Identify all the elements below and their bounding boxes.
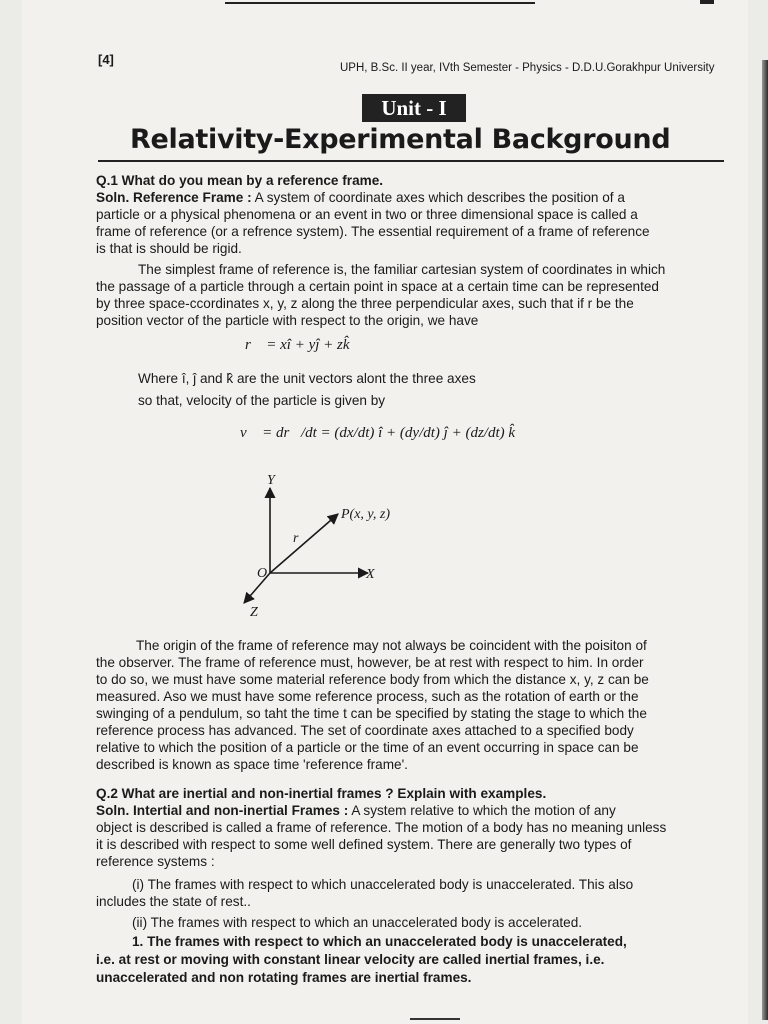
para3-line: measured. Aso we must have some reference process, such as the rotation of earth or the	[96, 689, 639, 704]
q1-line: is that is should be rigid.	[96, 241, 242, 256]
title-rule	[98, 160, 724, 162]
origin-label: O	[257, 566, 268, 581]
q2-item1-line: (i) The frames with respect to which unaccelerated body is unaccelerated. This also	[132, 877, 634, 892]
page-edge-shadow	[762, 60, 768, 1020]
running-head: UPH, B.Sc. II year, IVth Semester - Physics - D.D.U.Gorakhpur University	[340, 62, 715, 74]
q2-line: object is described is called a frame of reference. The motion of a body has no meaning unless	[96, 820, 667, 835]
chapter-title: Relativity-Experimental Background	[130, 124, 671, 155]
q2-bold-line: unaccelerated and non rotating frames are inertial frames.	[96, 970, 472, 985]
q1-para2-line: position vector of the particle with respect to the origin, we have	[96, 313, 479, 328]
para3-line: to do so, we must have some material reference body from which the distance x, y, z can be	[96, 672, 649, 687]
y-axis-label: Y	[267, 473, 275, 488]
point-label: P(x, y, z)	[341, 507, 390, 522]
so-line: so that, velocity of the particle is given by	[138, 393, 386, 408]
velocity-equation: v⃗ = dr⃗/dt = (dx/dt) î + (dy/dt) ĵ + (dz/dt) k̂	[240, 425, 516, 441]
top-rule	[225, 2, 535, 4]
z-axis-label: Z	[250, 605, 258, 620]
q1-line: frame of reference (or a refrence system). The essential requirement of a frame of reference	[96, 224, 650, 239]
coordinate-axes-diagram	[230, 470, 410, 620]
para3-line: reference process has advanced. The set of coordinate axes attached to a specified body	[96, 723, 634, 738]
q1-line: particle or a physical phenomena or an event in two or three dimensional space is called a	[96, 207, 638, 222]
q1-question: Q.1 What do you mean by a reference frame.	[96, 173, 384, 188]
q2-line: A system relative to which the motion of any	[351, 803, 616, 818]
q1-para2-line: The simplest frame of reference is, the familiar cartesian system of coordinates in which	[138, 262, 666, 277]
q2-question: Q.2 What are inertial and non-inertial frames ? Explain with examples.	[96, 786, 547, 801]
q2-sol-line-1	[96, 802, 616, 819]
q1-sol-line-1	[96, 189, 625, 206]
q2-line: reference systems :	[96, 854, 215, 869]
x-axis-label: X	[366, 567, 375, 582]
q1-sol-label: Soln. Reference Frame :	[96, 190, 252, 205]
vector-label: r⃗	[293, 531, 310, 546]
q2-bold-line: 1. The frames with respect to which an unaccelerated body is unaccelerated,	[132, 934, 627, 949]
q2-item2: (ii) The frames with respect to which an unaccelerated body is accelerated.	[132, 915, 583, 930]
q2-bold-line: i.e. at rest or moving with constant linear velocity are called inertial frames, i.e.	[96, 952, 605, 967]
page-number: [4]	[98, 52, 114, 67]
bottom-rule	[410, 1018, 460, 1020]
q2-sol-label: Soln. Intertial and non-inertial Frames :	[96, 803, 349, 818]
q2-line: it is described with respect to some well defined system. There are generally two types of	[96, 837, 632, 852]
q1-para2-line: the passage of a particle through a certain point in space at a certain time can be represented	[96, 279, 659, 294]
para3-line: relative to which the position of a particle or the time of an event occurring in space can be	[96, 740, 639, 755]
para3-line: the observer. The frame of reference must, however, be at rest with respect to him. In order	[96, 655, 644, 670]
where-line: Where î, ĵ and k̂ are the unit vectors alont the three axes	[138, 371, 476, 386]
q1-line: A system of coordinate axes which describes the position of a	[254, 190, 625, 205]
para3-line: The origin of the frame of reference may not always be coincident with the poisiton of	[136, 638, 647, 653]
q2-item1-line: includes the state of rest..	[96, 894, 251, 909]
top-mark	[700, 0, 714, 4]
unit-badge: Unit - I	[362, 94, 466, 122]
para3-line: swinging of a pendulum, so taht the time t can be specified by stating the stage to which the	[96, 706, 647, 721]
position-vector-equation: r⃗ = xî + yĵ + zk̂	[245, 337, 350, 353]
para3-line: described is known as space time 'reference frame'.	[96, 757, 408, 772]
q1-para2-line: by three space-ccordinates x, y, z along the three perpendicular axes, such that if r be the	[96, 296, 634, 311]
